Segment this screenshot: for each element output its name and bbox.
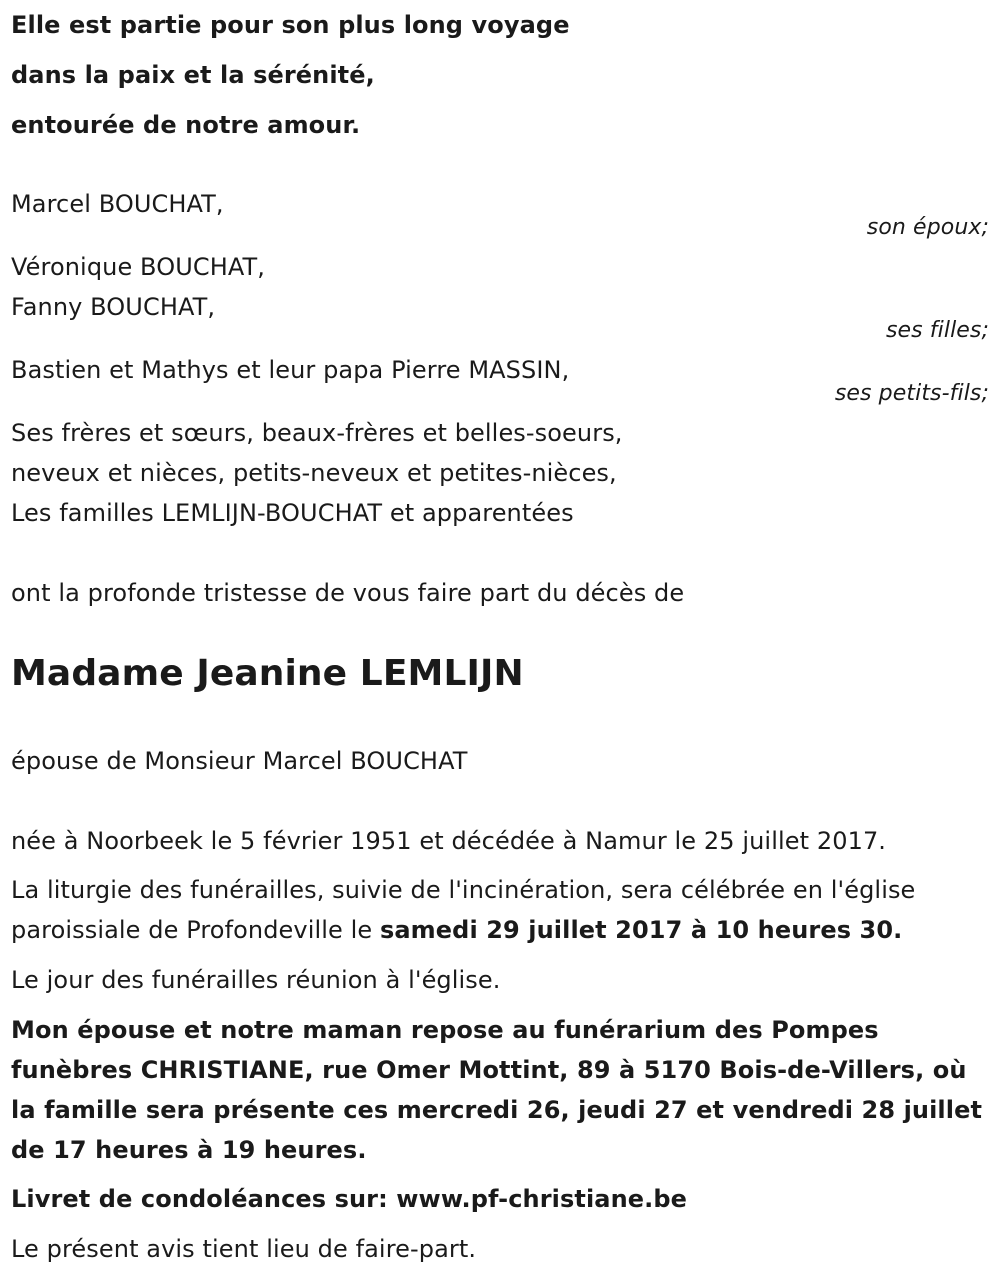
condolences-link: Livret de condoléances sur: www.pf-christiane.be [11, 1185, 688, 1213]
daughter-2: Fanny BOUCHAT, [11, 293, 216, 321]
liturgy-line-1: La liturgie des funérailles, suivie de l'incinération, sera célébrée en l'église [11, 876, 916, 904]
intro-line-1: Elle est partie pour son plus long voyage [11, 11, 570, 39]
liturgy-place: paroissiale de Profondeville le [11, 916, 380, 944]
extended-family-3: Les familles LEMLIJN-BOUCHAT et apparentées [11, 499, 574, 527]
funerarium-line-3: la famille sera présente ces mercredi 26, jeudi 27 et vendredi 28 juillet [11, 1096, 983, 1124]
liturgy-line-2 [11, 915, 989, 945]
gathering: Le jour des funérailles réunion à l'église. [11, 966, 501, 994]
extended-family-1: Ses frères et sœurs, beaux-frères et belles-soeurs, [11, 419, 623, 447]
intro-line-2: dans la paix et la sérénité, [11, 61, 375, 89]
daughters-role: ses filles; [885, 318, 989, 343]
intro-line-3: entourée de notre amour. [11, 111, 361, 139]
notice: Le présent avis tient lieu de faire-part. [11, 1235, 477, 1263]
extended-family-2: neveux et nièces, petits-neveux et petites-nièces, [11, 459, 617, 487]
husband-role: son époux; [866, 215, 989, 240]
husband-name: Marcel BOUCHAT, [11, 190, 224, 218]
liturgy-datetime: samedi 29 juillet 2017 à 10 heures 30. [380, 916, 903, 944]
grandsons-role: ses petits-fils; [834, 381, 989, 406]
daughter-1: Véronique BOUCHAT, [11, 253, 266, 281]
deceased-name: Madame Jeanine LEMLIJN [11, 653, 524, 694]
grandsons: Bastien et Mathys et leur papa Pierre MASSIN, [11, 356, 570, 384]
birth-death: née à Noorbeek le 5 février 1951 et décédée à Namur le 25 juillet 2017. [11, 827, 887, 855]
spouse-line: épouse de Monsieur Marcel BOUCHAT [11, 747, 468, 775]
funerarium-line-4: de 17 heures à 19 heures. [11, 1136, 367, 1164]
funerarium-line-2: funèbres CHRISTIANE, rue Omer Mottint, 89 à 5170 Bois-de-Villers, où [11, 1056, 967, 1084]
funerarium-line-1: Mon épouse et notre maman repose au funérarium des Pompes [11, 1016, 879, 1044]
announcement: ont la profonde tristesse de vous faire part du décès de [11, 579, 685, 607]
